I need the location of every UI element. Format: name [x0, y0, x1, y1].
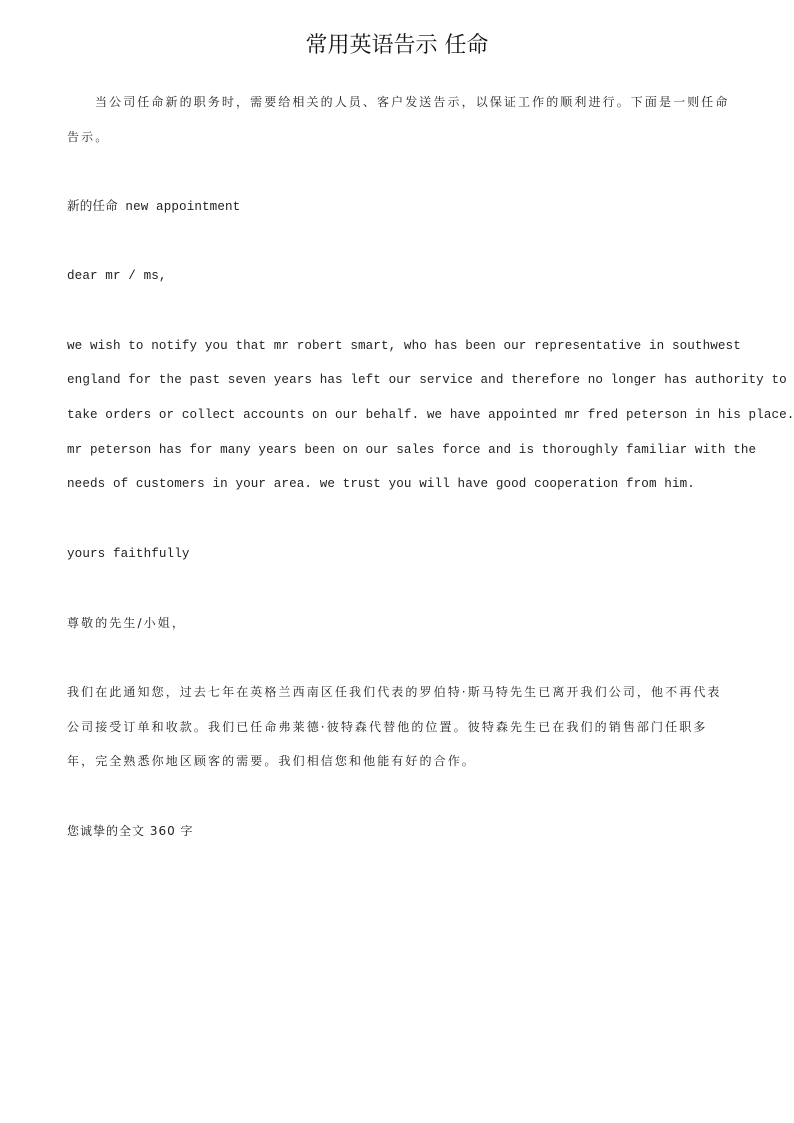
section-heading: 新的任命 new appointment — [67, 200, 241, 214]
english-body-line: needs of customers in your area. we trust you will have good cooperation from him. — [67, 477, 695, 491]
chinese-salutation: 尊敬的先生/小姐， — [67, 616, 186, 630]
english-salutation: dear mr / ms, — [67, 269, 167, 283]
english-body-line: mr peterson has for many years been on our sales force and is thoroughly familiar with the — [67, 443, 757, 457]
english-body-line: england for the past seven years has left our service and therefore no longer has authority to — [67, 373, 787, 387]
english-closing: yours faithfully — [67, 547, 190, 561]
page-title: 常用英语告示 任命 — [305, 33, 489, 58]
chinese-closing: 您诚挚的全文 360 字 — [67, 824, 194, 838]
intro-line-1: 当公司任命新的职务时，需要给相关的人员、客户发送告示，以保证工作的顺利进行。下面是一则任命 — [95, 95, 730, 109]
intro-line-2: 告示。 — [67, 130, 110, 144]
english-body-line: take orders or collect accounts on our behalf. we have appointed mr fred peterson in his place. — [67, 408, 794, 422]
chinese-body-line: 年，完全熟悉你地区顾客的需要。我们相信您和他能有好的合作。 — [67, 754, 476, 768]
chinese-body-line: 公司接受订单和收款。我们已任命弗莱德·彼特森代替他的位置。彼特森先生已在我们的销售部门任职多 — [67, 720, 708, 734]
english-body-line: we wish to notify you that mr robert smart, who has been our representative in southwest — [67, 339, 741, 353]
chinese-body-line: 我们在此通知您，过去七年在英格兰西南区任我们代表的罗伯特·斯马特先生已离开我们公司，他不再代表 — [67, 685, 722, 699]
